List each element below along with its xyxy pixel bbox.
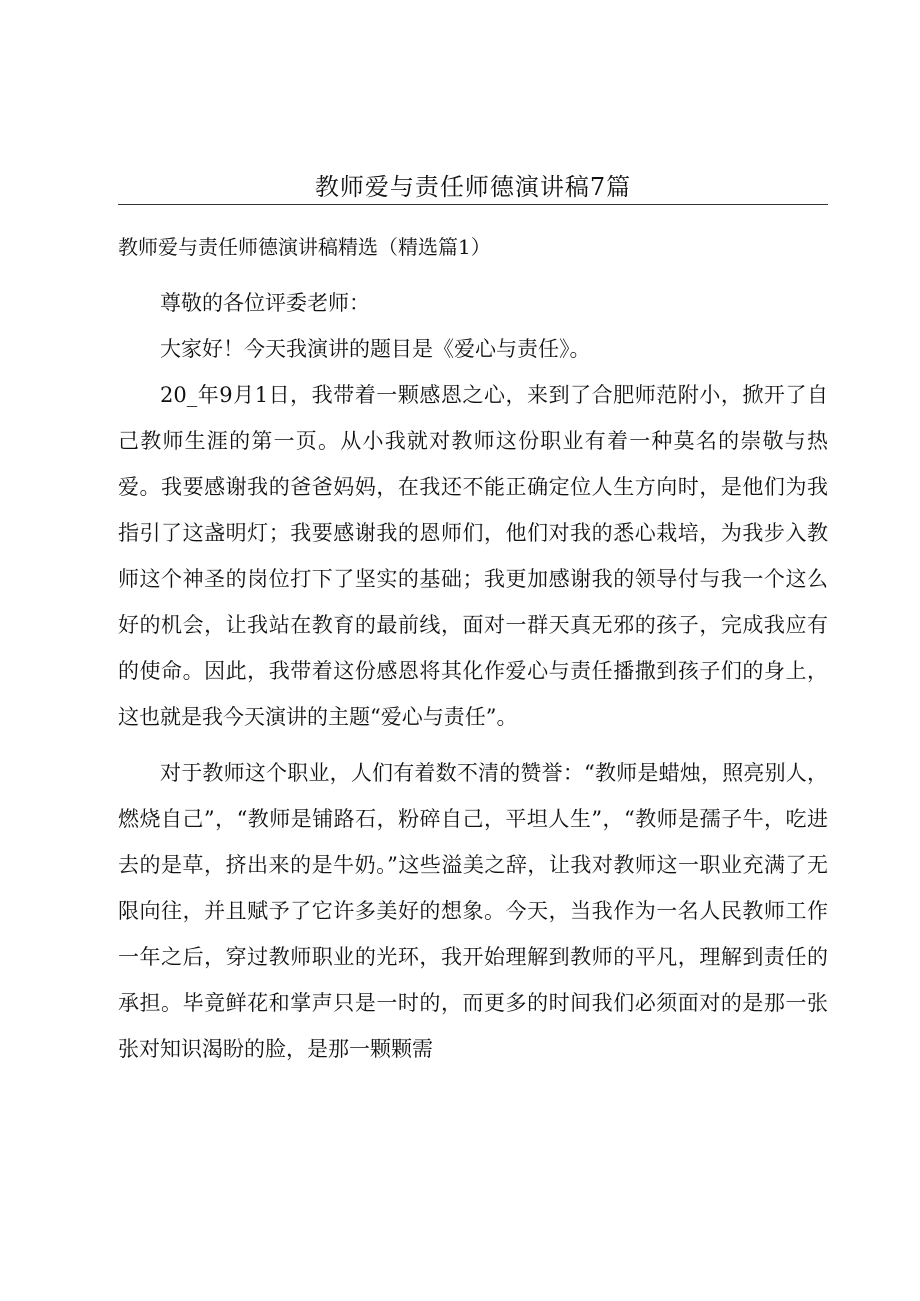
paragraph-body-2: 对于教师这个职业，人们有着数不清的赞誉：“教师是蜡烛，照亮别人，燃烧自己”，“教师是铺路石，粉碎自己，平坦人生”，“教师是孺子牛，吃进去的是草，挤出来的是牛奶。”这些溢美之辞，让我对教师这一职业充满了无限向往，并且赋予了它许多美好的想象。今天，当我作为一名人民教师工作一年之后，穿过教师职业的光环，我开始理解到教师的平凡，理解到责任的承担。毕竟鲜花和掌声只是一时的，而更多的时间我们必须面对的是那一张张对知识渴盼的脸，是那一颗颗需 xyxy=(118,761,828,1061)
paragraph-body-1: 20_年9月1日，我带着一颗感恩之心，来到了合肥师范附小，掀开了自己教师生涯的第一页。从小我就对教师这份职业有着一种莫名的崇敬与热爱。我要感谢我的爸爸妈妈，在我还不能正确定位人生方向时，是他们为我指引了这盏明灯；我要感谢我的恩师们，他们对我的悉心栽培，为我步入教师这个神圣的岗位打下了坚实的基础；我更加感谢我的领导付与我一个这么好的机会，让我站在教育的最前线，面对一群天真无邪的孩子，完成我应有的使命。因此，我带着这份感恩将其化作爱心与责任播撒到孩子们的身上，这也就是我今天演讲的主题“爱心与责任”。 xyxy=(118,383,828,729)
paragraph-salutation: 尊敬的各位评委老师： xyxy=(160,291,370,315)
section-heading: 教师爱与责任师德演讲稿精选（精选篇1） xyxy=(118,235,491,259)
document-body xyxy=(118,224,828,1072)
title-underline xyxy=(118,204,828,205)
document-title: 教师爱与责任师德演讲稿7篇 xyxy=(314,173,632,201)
paragraph-greeting: 大家好！今天我演讲的题目是《爱心与责任》。 xyxy=(160,337,591,361)
